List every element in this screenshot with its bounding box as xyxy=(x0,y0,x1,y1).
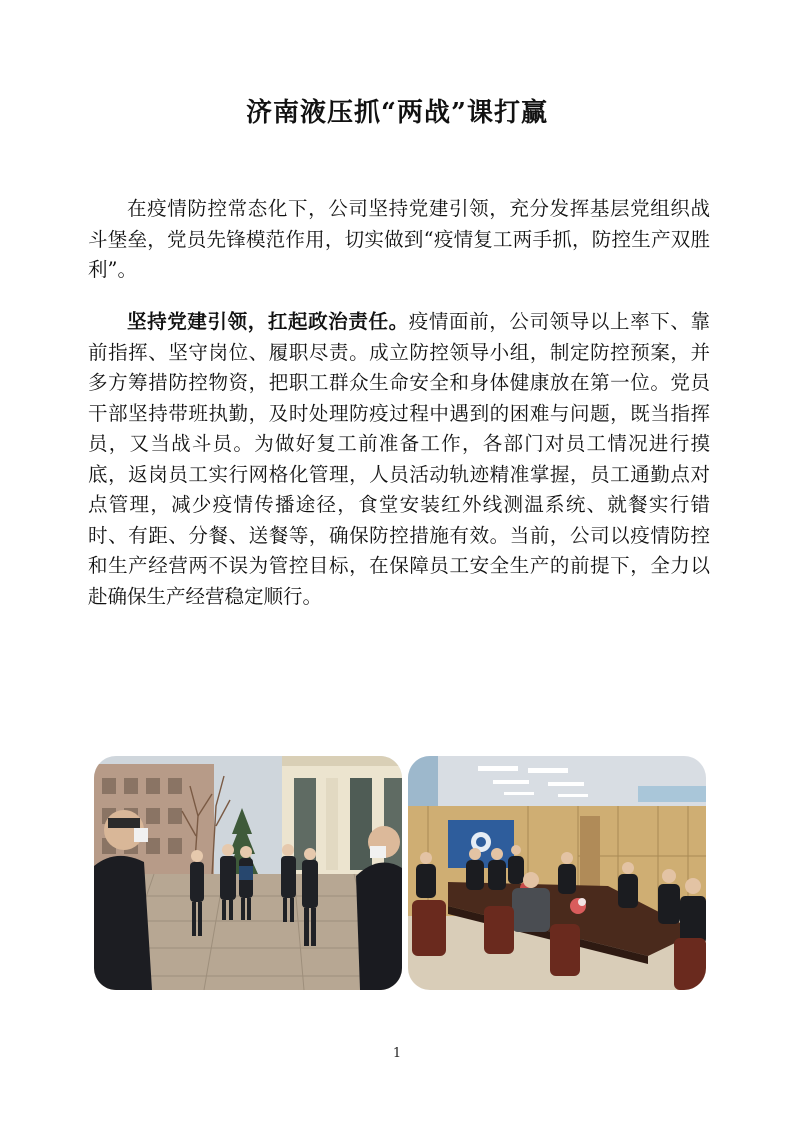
paragraph-body: 疫情面前，公司领导以上率下、靠前指挥、坚守岗位、履职尽责。成立防控领导小组，制定防控预案，并多方筹措防控物资，把职工群众生命安全和身体健康放在第一位。党员干部坚持带班执勤，及时处理防疫过程中遇到的困难与问题，既当指挥员，又当战斗员。为做好复工前准备工作，各部门对员工情况进行摸底，返岗员工实行网格化管理，人员活动轨迹精准掌握，员工通勤点对点管理，减少疫情传播途径，食堂安装红外线测温系统、就餐实行错时、有距、分餐、送餐等，确保防控措施有效。当前，公司以疫情防控和生产经营两不误为管控目标，在保障员工安全生产的前提下，全力以赴确保生产经营稳定顺行。 xyxy=(88,310,710,608)
paragraph-lead-heading: 坚持党建引领，扛起政治责任。 xyxy=(127,310,409,333)
meeting-room-photo xyxy=(408,756,706,990)
outdoor-group-photo xyxy=(94,756,402,990)
document-title: 济南液压抓“两战”课打赢 xyxy=(246,98,548,128)
paragraph-party-leadership xyxy=(88,307,710,612)
paragraph-intro: 在疫情防控常态化下，公司坚持党建引领，充分发挥基层党组织战斗堡垒，党员先锋模范作用，切实做到“疫情复工两手抓，防控生产双胜利”。 xyxy=(88,197,710,281)
page-number: 1 xyxy=(392,1046,402,1061)
